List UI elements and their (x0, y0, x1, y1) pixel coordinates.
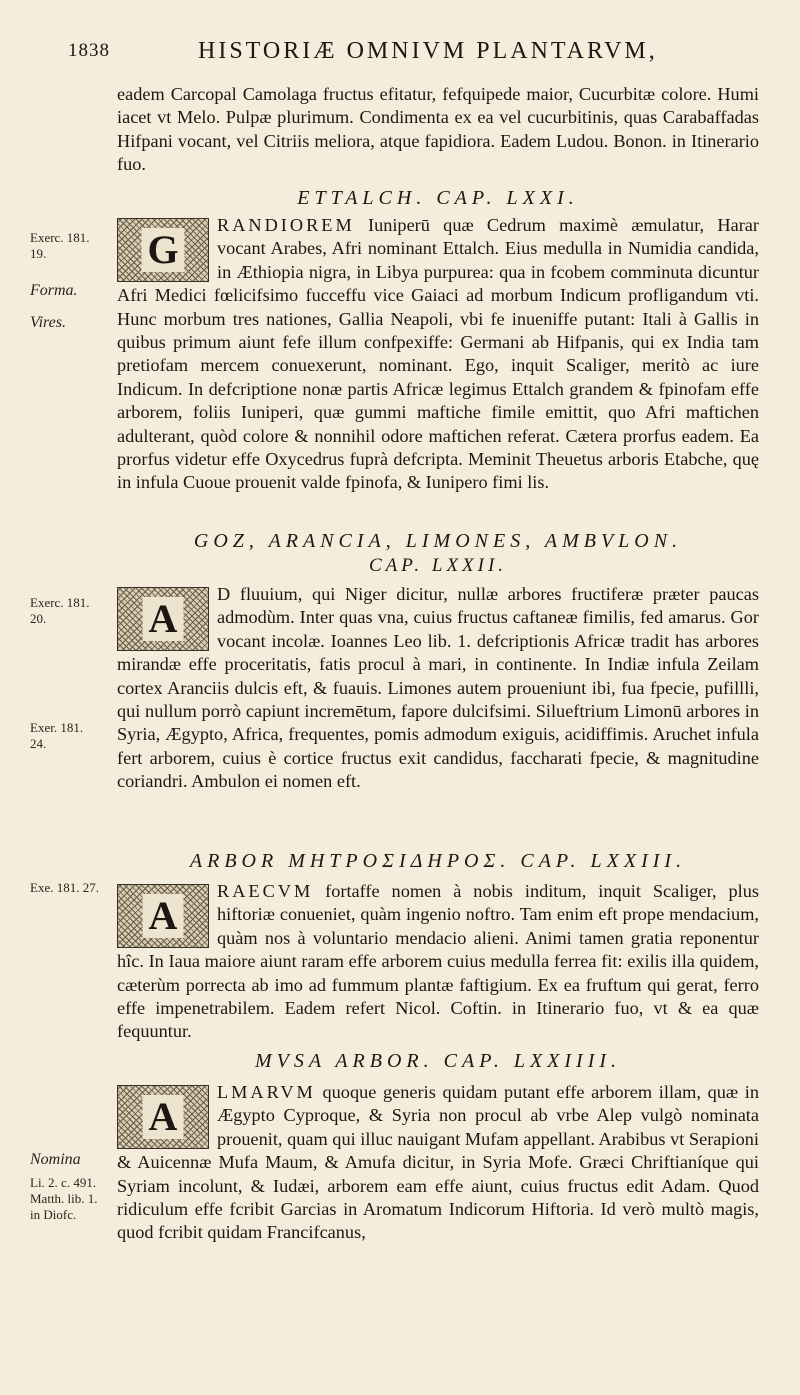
chapter-body (117, 214, 759, 495)
chapter-text: fortaffe nomen à nobis inditum, inquit Scaliger, plus hiftoriæ conueniet, quàm ingenio noftro. Tam enim eft prope mendacium, quàm nos à voluntario mendacio alieni. Animi tamen gratia reponentur hîc. In Iaua maiore aiunt raram effe arborem cuius medulla ferrea fit: exilis illa quidem, cæterùm porrecta ab imo ad fummum plantæ faftigium. Ex ea fruftum qui gerat, ferro effe impenetrabilem. Eadem refert Nicol. Coftin. in Itinerario fuo, vt & ea quæ fequuntur. (117, 881, 759, 1042)
decorated-initial: A (117, 587, 209, 651)
decorated-initial: A (117, 1085, 209, 1149)
chapter-title: ARBOR ΜΗΤΡΟΣΙΔΗΡΟΣ. CAP. LXXIII. (189, 850, 687, 872)
chapter-text: D fluuium, qui Niger dicitur, nullæ arbores fructiferæ præter paucas admodùm. Inter quas vna, cuius fructus caftaneæ fimilis, fed amarus. Gor vocant incolæ. Ioannes Leo lib. 1. defcriptionis Africæ tradit has arbores mirandæ effe proceritatis, fatis procul à mari, in continente. In Indiæ infula Zeilam cortex Aranciis dulcis eft, & fuauis. Limones autem proueniunt ibi, fua fpecie, pufillli, qui nullum porrò capiunt incremētum, fapore dulcifsimi. Silueftrium Limonū arbores in Syria, Ægypto, Africa, frequentes, pomis admodum exiguis, acidiffimis. Aruchet infula fert arborem, cuius è cortice fructus exit candidus, faccharati fpecie, & magnitudine coriandri. Ambulon ei nomen eft. (117, 584, 759, 792)
margin-note: Vires. (30, 314, 66, 331)
intro-text: eadem Carcopal Camolaga fructus efitatur, fefquipede maior, Cucurbitæ colore. Humi iacet vt Melo. Pulpæ plurimum. Condimenta ex ea vel cucurbitinis, quas Carabaffadas Hifpani vocant, vel Citriis meliora, atque fapidiora. Eadem Ludou. Bonon. in Itinerario fuo. (117, 84, 759, 175)
chapter-title: ETTALCH. CAP. LXXI. (297, 187, 579, 209)
chapter-lead-word: RANDIOREM (217, 215, 355, 235)
chapter-body (117, 1081, 759, 1245)
chapter-number: CAP. LXXII. (368, 555, 508, 576)
page-number: 1838 (68, 40, 110, 61)
decorated-initial: G (117, 218, 209, 282)
chapter-title: MVSA ARBOR. CAP. LXXIIII. (254, 1050, 622, 1072)
decorated-initial: A (117, 884, 209, 948)
chapter-text: Iuniperū quæ Cedrum maximè æmulatur, Harar vocant Arabes, Afri nominant Ettalch. Eius medulla in Numidia candida, in Æthiopia nigra, in Libya purpurea: qua in fcobem comminuta dicuntur Afri Medici fœlicifsimo fucceffu vice Gaiaci ad morbum Indicum profligandum vti. Hunc morbum tres nationes, Gallia Neapoli, vbi fe inueniffe putant: Itali à Gallis in quibus primum aiunt fefe illum confpexiffe: Germani ab Hifpanis, qui ex India tam pretiofam mercem conuexerunt, nominant. Ego, inquit Scaliger, meritò ac iure Indicum. In defcriptione nonæ partis Africæ legimus Ettalch grandem & fpinofam effe arborem, foliis Iuniperi, quæ gummi maftiche fimile emittit, quo Afri maftichen adulterant, quòd colore & nonnihil odore maftichen referat. Cætera prorfus eadem. Ea prorfus videtur effe Oxycedrus fuprà defcripta. Meminit Theuetus arboris Etabche, quę in infula Cuoue prouenit valde fpinofa, & Iunipero fimi lis. (117, 215, 759, 493)
running-title: HISTORIÆ OMNIVM PLANTARVM, (198, 38, 658, 64)
page-header (68, 38, 768, 68)
margin-note: Li. 2. c. 491. Matth. lib. 1. in Diofc. (30, 1175, 98, 1222)
margin-note: Nomina (30, 1151, 81, 1168)
margin-note: Exer. 181. 24. (30, 720, 84, 751)
chapter-lead-word: RAECVM (217, 881, 314, 901)
margin-note: Exerc. 181. 19. (30, 230, 90, 261)
intro-paragraph (117, 83, 759, 177)
margin-note: Forma. (30, 282, 78, 299)
margin-note: Exerc. 181. 20. (30, 595, 90, 626)
chapter-lead-word: LMARVM (217, 1082, 316, 1102)
chapter-title: GOZ, ARANCIA, LIMONES, AMBVLON. (193, 530, 683, 552)
chapter-body (117, 583, 759, 794)
margin-note: Exe. 181. 27. (30, 880, 99, 895)
chapter-body (117, 880, 759, 1044)
chapter-text: quoque generis quidam putant effe arborem illam, quæ in Ægypto Cyproque, & Syria non procul ab vrbe Alep vulgò nominata prouenit, quam qui illuc nauigant Mufam appellant. Arabibus vt Serapioni & Auicennæ Mufa Maum, & Amufa dicitur, in Syria Mofe. Græci Chriftianíque qui Syriam incolunt, & Iudæi, arborem eam effe aiunt, cuius fructus edit Adam. Quod ridiculum effe fcribit Garcias in Aromatum Indicorum Hiftoria. Id verò multò magis, quod fcribit quidam Francifcanus, (117, 1082, 760, 1243)
